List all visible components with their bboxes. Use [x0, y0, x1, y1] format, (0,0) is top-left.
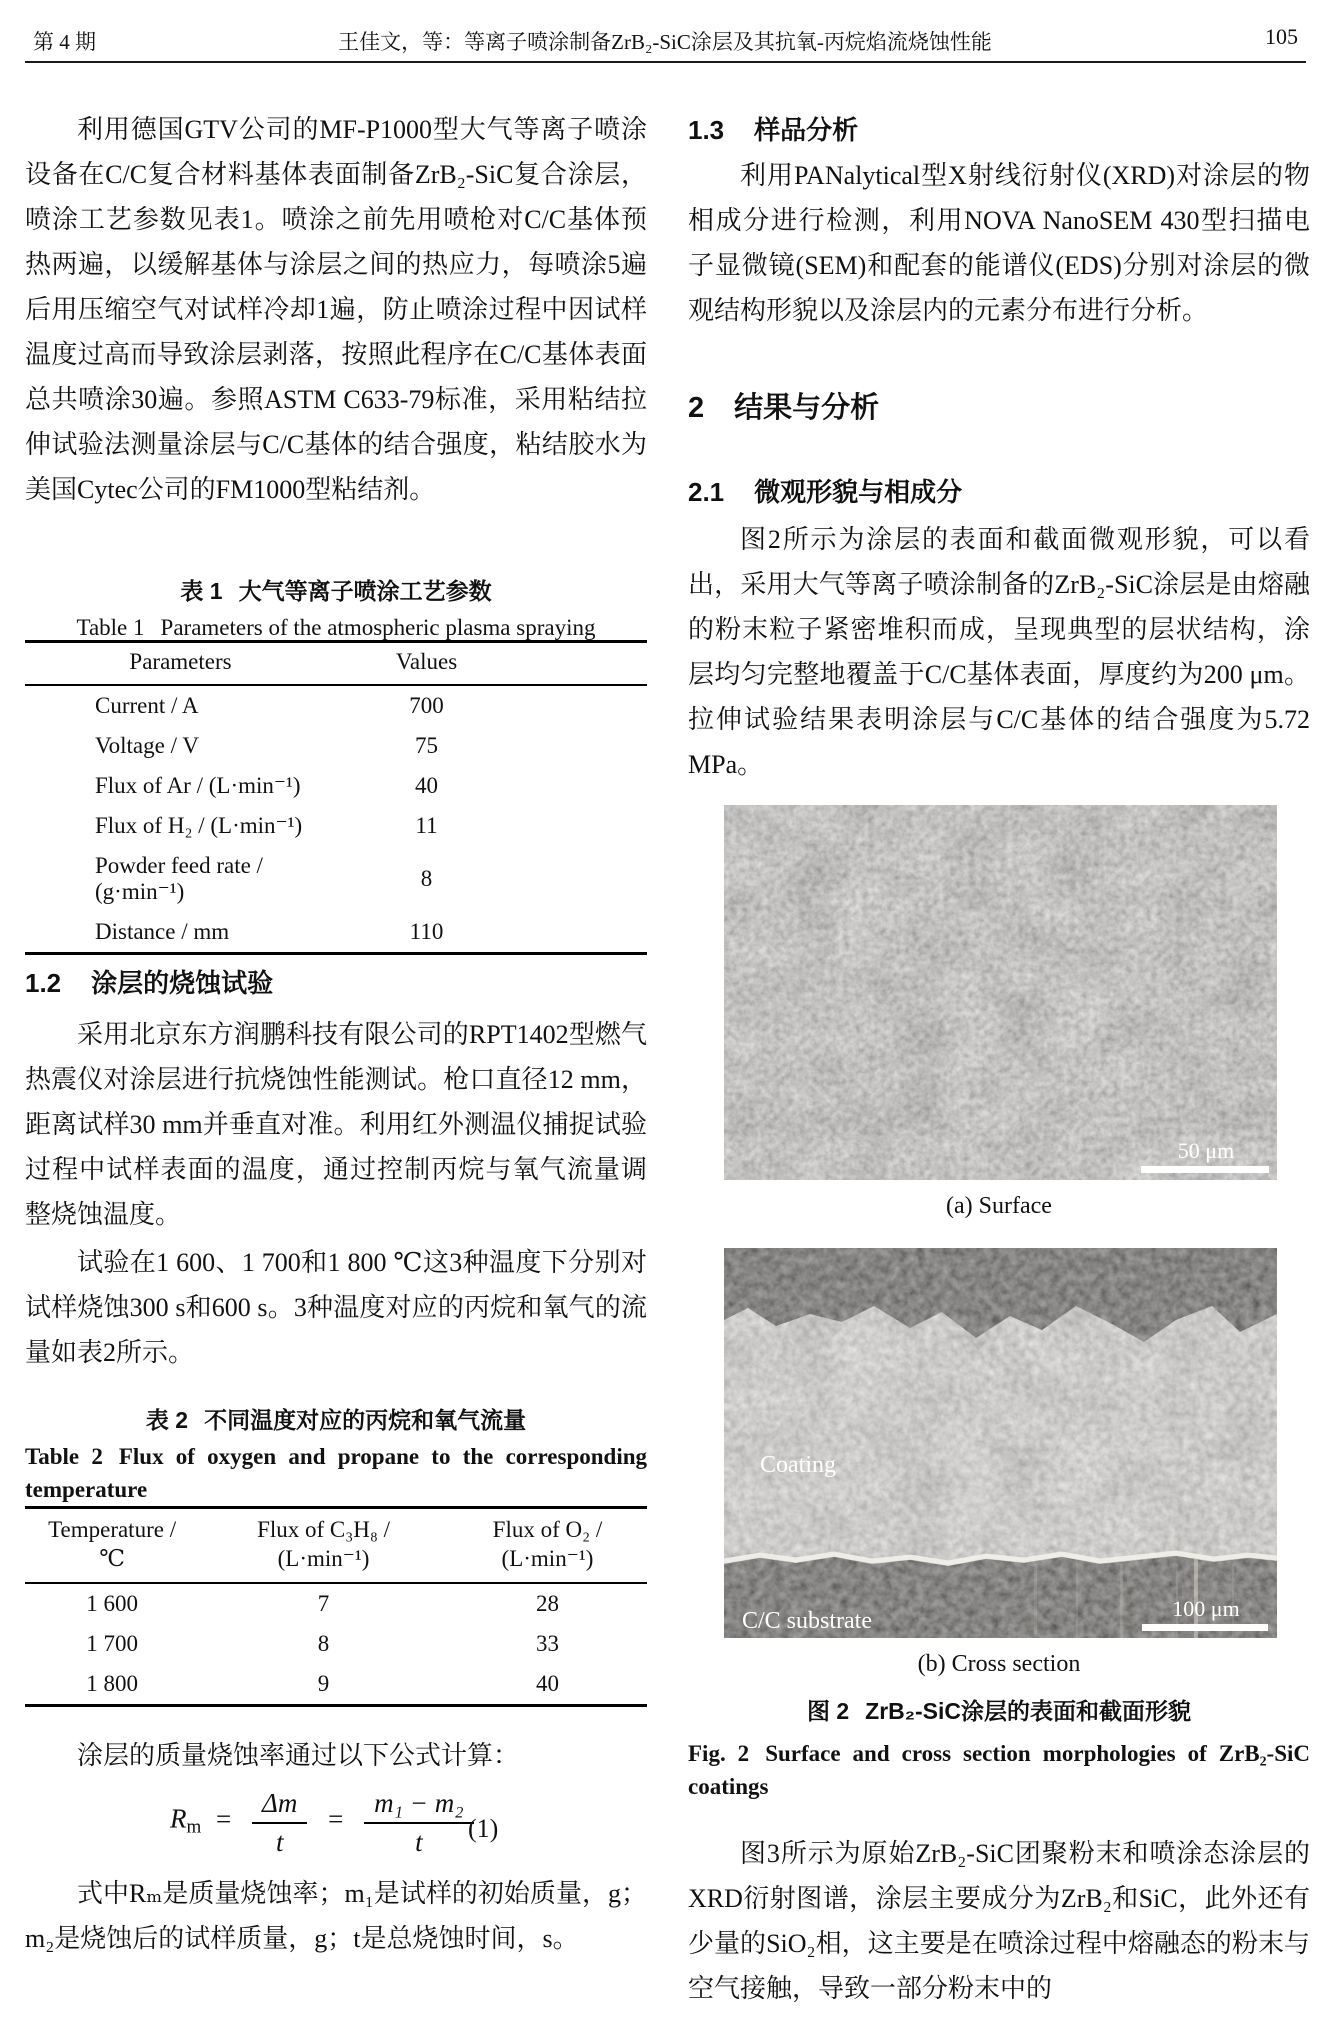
table-cell: 40 — [415, 773, 438, 798]
table2-caption-en — [25, 1440, 647, 1506]
table1-caption-zh-number: 表 1 — [180, 578, 223, 604]
table-cell: 33 — [535, 1631, 559, 1656]
table-cell: Distance / mm — [95, 919, 230, 944]
table1-body — [25, 685, 647, 954]
equals-sign: = — [328, 1803, 344, 1834]
fraction-m1m2-t — [364, 1786, 474, 1857]
section-1-2-title: 涂层的烧蚀试验 — [91, 968, 274, 998]
fraction-dm-t — [252, 1786, 307, 1857]
table-row — [25, 806, 647, 846]
journal-issue: 第 4 期 — [33, 30, 96, 54]
left-column — [25, 0, 647, 2023]
table1-header-parameters: Parameters — [25, 642, 336, 686]
table-row — [25, 846, 647, 912]
table2-header-oxygen — [448, 1508, 647, 1584]
section-1-3-number: 1.3 — [688, 115, 725, 145]
table2-header-propane-line1: Flux of C₃H₈ / — [257, 1517, 391, 1542]
figure2-caption-zh-text: ZrB₂-SiC涂层的表面和截面形貌 — [865, 1698, 1192, 1724]
table2-header-oxygen-line2: (L·min⁻¹) — [501, 1546, 594, 1571]
table-cell: 40 — [535, 1671, 559, 1696]
sem-surface-blotch-overlay — [724, 805, 1277, 1180]
table1-caption-zh — [25, 575, 647, 607]
table1-header-row — [25, 642, 647, 686]
table-cell: 8 — [317, 1631, 330, 1656]
table2-header-temperature-line2: ℃ — [99, 1546, 125, 1571]
table-cell: 1 600 — [86, 1591, 138, 1616]
equation-1-block — [25, 1786, 647, 1872]
equation-number: (1) — [468, 1814, 499, 1843]
fiber-streak — [1034, 1564, 1037, 1638]
section-heading-1-2 — [25, 966, 647, 1000]
section-1-3-title: 样品分析 — [754, 115, 859, 145]
table1-caption-zh-text: 大气等离子喷涂工艺参数 — [238, 578, 492, 604]
figure2-caption-zh-number: 图 2 — [806, 1698, 850, 1724]
table-row — [25, 685, 647, 726]
table-row — [25, 1624, 647, 1664]
equation-lhs: R — [170, 1803, 187, 1834]
table2-header-propane — [199, 1508, 448, 1584]
table-row — [25, 1583, 647, 1624]
table-row — [25, 1664, 647, 1706]
paragraph-ablation-test: 采用北京东方润鹏科技有限公司的RPT1402型燃气热震仪对涂层进行抗烧蚀性能测试。枪口直径12 mm，距离试样30 mm并垂直对准。利用红外测温仪捕捉试验过程中试样表面的温度，通过控制丙烷与氧气流量调整烧蚀温度。 — [25, 1020, 647, 1229]
paragraph-spraying-process: 利用德国GTV公司的MF-P1000型大气等离子喷涂设备在C/C复合材料基体表面制备ZrB₂-SiC复合涂层，喷涂工艺参数见表1。喷涂之前先用喷枪对C/C基体预热两遍，以缓解基体与涂层之间的热应力，每喷涂5遍后用压缩空气对试样冷却1遍，防止喷涂过程中因试样温度过高而导致涂层剥落，按照此程序在C/C基体表面总共喷涂30遍。参照ASTM C633-79标准，采用粘结拉伸试验法测量涂层与C/C基体的结合强度，粘结胶水为美国Cytec公司的FM1000型粘结剂。 — [25, 115, 647, 504]
subfigure-a-label: (a) Surface — [946, 1193, 1052, 1219]
scale-bar-100um — [1142, 1624, 1268, 1631]
table1-parameters — [25, 640, 647, 955]
subfigure-b-label: (b) Cross section — [917, 1651, 1081, 1677]
equation-1 — [170, 1786, 480, 1857]
sem-image-cross-section — [724, 1248, 1277, 1638]
section-heading-1-3 — [688, 113, 1310, 147]
table-cell: Voltage / V — [95, 733, 199, 758]
table-row — [25, 912, 647, 954]
section-heading-2 — [688, 388, 1310, 428]
table-cell: 28 — [535, 1591, 559, 1616]
right-column — [688, 0, 1310, 2023]
fraction2-numerator: m₁ − m₂ — [364, 1786, 474, 1824]
table-cell: 11 — [415, 813, 438, 838]
table2-flux — [25, 1506, 647, 1707]
section-2-title: 结果与分析 — [734, 392, 880, 424]
paragraph-sample-analysis: 利用PANalytical型X射线衍射仪(XRD)对涂层的物相成分进行检测，利用NOVA NanoSEM 430型扫描电子显微镜(SEM)和配套的能谱仪(EDS)分别对涂层的微观结构形貌以及涂层内的元素分布进行分析。 — [688, 161, 1310, 325]
section-2-1-title: 微观形貌与相成分 — [754, 477, 963, 507]
figure2-caption-en-number: Fig. 2 — [688, 1741, 750, 1766]
equals-sign: = — [216, 1803, 232, 1834]
paragraph-formula-intro: 涂层的质量烧蚀率通过以下公式计算： — [77, 1741, 520, 1770]
scale-bar-50um — [1141, 1166, 1269, 1173]
paragraph-xrd: 图3所示为原始ZrB₂-SiC团聚粉末和喷涂态涂层的XRD衍射图谱，涂层主要成分为ZrB₂和SiC，此外还有少量的SiO₂相，这主要是在喷涂过程中熔融态的粉末与空气接触，导致一部分粉末中的 — [688, 1839, 1310, 2003]
table2-caption-zh — [25, 1404, 647, 1436]
equation-lhs-subscript: m — [186, 1816, 202, 1838]
paragraph-formula-definitions: 式中Rₘ是质量烧蚀率；m₁是试样的初始质量，g；m₂是烧蚀后的试样质量，g；t是总烧蚀时间，s。 — [25, 1879, 647, 1953]
table2-caption-en-text: Flux of oxygen and propane to the corresponding temperature — [25, 1444, 647, 1502]
table-cell: 7 — [317, 1591, 330, 1616]
table2-caption-zh-number: 表 2 — [145, 1407, 189, 1433]
running-title: 王佳文，等：等离子喷涂制备ZrB₂-SiC涂层及其抗氧-丙烷焰流烧蚀性能 — [338, 30, 992, 54]
table2-header-oxygen-line1: Flux of O₂ / — [492, 1517, 603, 1542]
table2-header-temperature — [25, 1508, 199, 1584]
table-cell: 8 — [420, 866, 433, 891]
table2-header-propane-line2: (L·min⁻¹) — [277, 1546, 370, 1571]
table-cell: Current / A — [95, 693, 199, 718]
fraction2-denominator: t — [415, 1827, 423, 1857]
table2-body — [25, 1583, 647, 1706]
figure2-caption-en-text: Surface and cross section morphologies of ZrB₂-SiC coatings — [688, 1741, 1310, 1799]
scale-bar-label-100um: 100 μm — [1172, 1596, 1240, 1621]
figure2-caption-en — [688, 1737, 1310, 1803]
table2-caption-en-number: Table 2 — [25, 1444, 103, 1469]
fraction1-numerator: Δm — [252, 1786, 307, 1824]
table-cell: 700 — [409, 693, 444, 718]
table-cell: 9 — [317, 1671, 330, 1696]
table-cell: Flux of Ar / (L·min⁻¹) — [95, 773, 301, 798]
sem-cross-section-svg — [724, 1248, 1277, 1638]
table1-caption-en-number: Table 1 — [76, 615, 145, 640]
table-cell: 75 — [415, 733, 438, 758]
table2-caption-zh-text: 不同温度对应的丙烷和氧气流量 — [204, 1407, 527, 1433]
paragraph-test-temperatures: 试验在1 600、1 700和1 800 ℃这3种温度下分别对试样烧蚀300 s和600 s。3种温度对应的丙烷和氧气的流量如表2所示。 — [25, 1248, 647, 1367]
sem-surface-svg — [724, 805, 1277, 1180]
coating-annotation: Coating — [760, 1452, 836, 1478]
fraction1-denominator: t — [275, 1827, 284, 1857]
table-cell: Flux of H₂ / (L·min⁻¹) — [95, 813, 303, 838]
substrate-annotation: C/C substrate — [742, 1608, 872, 1634]
table1-header-values: Values — [336, 642, 647, 686]
table1-caption-en-text: Parameters of the atmospheric plasma spraying — [160, 615, 596, 640]
section-1-2-number: 1.2 — [25, 968, 62, 998]
fiber-streak — [1120, 1564, 1123, 1638]
section-2-number: 2 — [688, 392, 705, 424]
table-row — [25, 726, 647, 766]
page-number: 105 — [1265, 24, 1298, 49]
table-cell: 1 700 — [86, 1631, 138, 1656]
table-cell: 1 800 — [86, 1671, 138, 1696]
sem-image-surface — [724, 805, 1277, 1180]
table-cell: Powder feed rate / (g·min⁻¹) — [95, 853, 263, 904]
table-row — [25, 766, 647, 806]
table2-header-row — [25, 1508, 647, 1584]
table-cell: 110 — [409, 919, 444, 944]
section-2-1-number: 2.1 — [688, 477, 725, 507]
table2-header-temperature-line1: Temperature / — [48, 1517, 177, 1542]
figure2-caption-zh — [688, 1695, 1310, 1727]
fiber-streak — [1076, 1564, 1078, 1638]
paragraph-morphology: 图2所示为涂层的表面和截面微观形貌，可以看出，采用大气等离子喷涂制备的ZrB₂-SiC涂层是由熔融的粉末粒子紧密堆积而成，呈现典型的层状结构，涂层均匀完整地覆盖于C/C基体表面，厚度约为200 μm。拉伸试验结果表明涂层与C/C基体的结合强度为5.72 MPa。 — [688, 525, 1310, 779]
section-heading-2-1 — [688, 475, 1310, 509]
scale-bar-label-50um: 50 μm — [1177, 1138, 1235, 1163]
